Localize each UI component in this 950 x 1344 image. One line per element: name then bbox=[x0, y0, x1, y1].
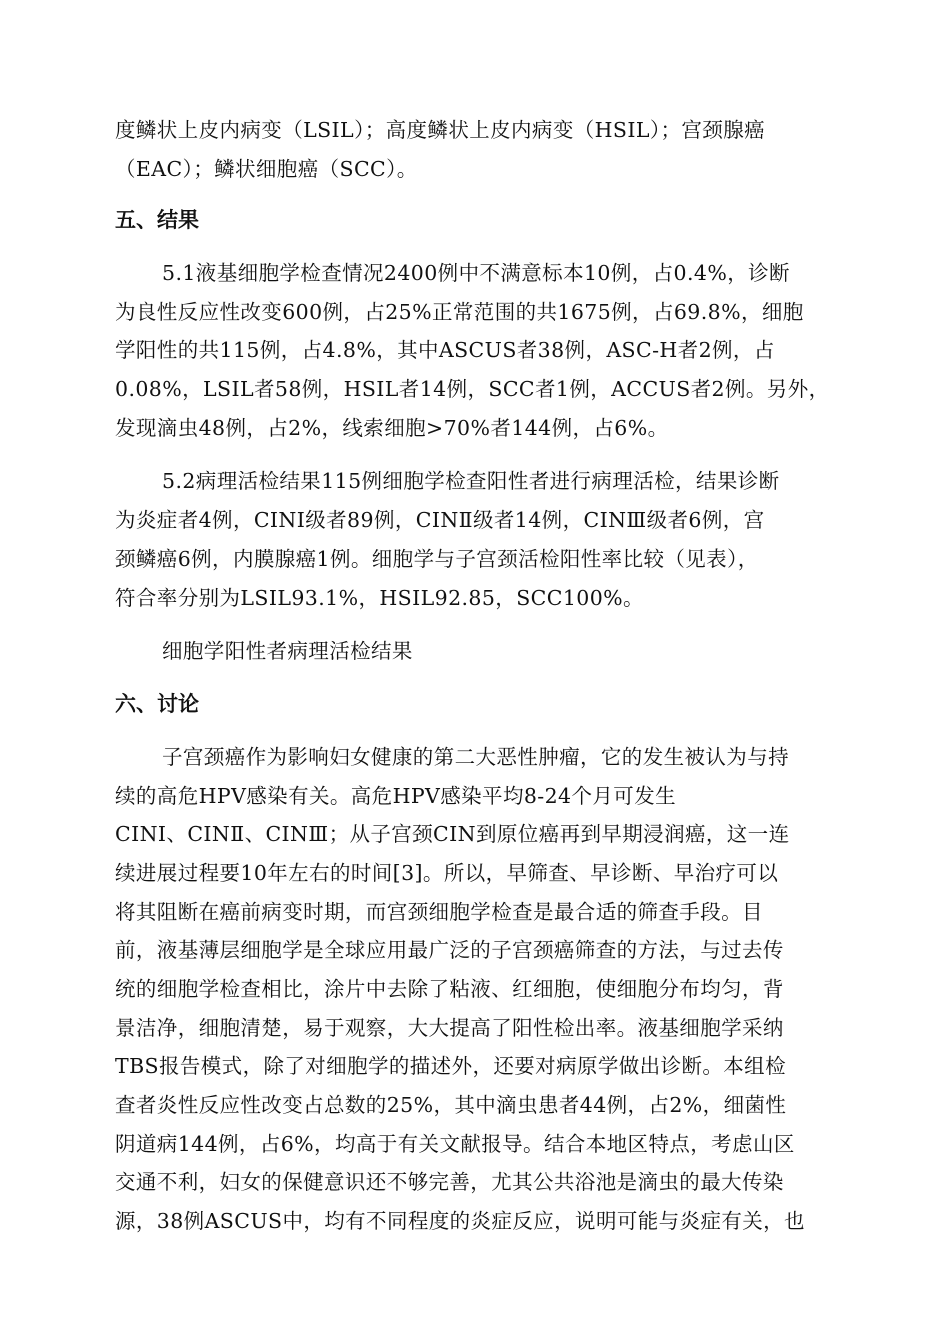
result-p2-line-2: 为炎症者4例，CINⅠ级者89例，CINⅡ级者14例，CINⅢ级者6例，宫 bbox=[115, 508, 765, 532]
discussion-line-4: 续进展过程要10年左右的时间[3]。所以，早筛查、早诊断、早治疗可以 bbox=[115, 861, 779, 885]
discussion-line-9: TBS报告模式，除了对细胞学的描述外，还要对病原学做出诊断。本组检 bbox=[115, 1054, 786, 1078]
discussion-line-1: 子宫颈癌作为影响妇女健康的第二大恶性肿瘤，它的发生被认为与持 bbox=[162, 745, 789, 769]
result-p1-line-4: 0.08%，LSIL者58例，HSIL者14例，SCC者1例，ACCUS者2例。另外， bbox=[115, 377, 830, 401]
discussion-line-7: 统的细胞学检查相比，涂片中去除了粘液、红细胞，使细胞分布均匀，背 bbox=[115, 977, 784, 1001]
discussion-line-6: 前，液基薄层细胞学是全球应用最广泛的子宫颈癌筛查的方法，与过去传 bbox=[115, 938, 784, 962]
result-p1-line-1: 5.1液基细胞学检查情况2400例中不满意标本10例，占0.4%，诊断 bbox=[162, 261, 790, 285]
discussion-line-11: 阴道病144例，占6%，均高于有关文献报导。结合本地区特点，考虑山区 bbox=[115, 1132, 795, 1156]
result-p2-line-1: 5.2病理活检结果115例细胞学检查阳性者进行病理活检，结果诊断 bbox=[162, 469, 780, 493]
discussion-line-10: 查者炎性反应性改变占总数的25%，其中滴虫患者44例，占2%，细菌性 bbox=[115, 1093, 787, 1117]
intro-line-1: 度鳞状上皮内病变（LSIL）；高度鳞状上皮内病变（HSIL）；宫颈腺癌 bbox=[115, 118, 765, 142]
intro-line-2: （EAC）；鳞状细胞癌（SCC）。 bbox=[115, 157, 418, 181]
discussion-line-13: 源，38例ASCUS中，均有不同程度的炎症反应，说明可能与炎症有关，也 bbox=[115, 1209, 805, 1233]
result-p1-line-2: 为良性反应性改变600例，占25%正常范围的共1675例，占69.8%，细胞 bbox=[115, 300, 804, 324]
discussion-line-3: CINⅠ、CINⅡ、CINⅢ；从子宫颈CIN到原位癌再到早期浸润癌，这一连 bbox=[115, 822, 790, 846]
section-5-heading: 五、结果 bbox=[115, 208, 199, 232]
result-p2-line-4: 符合率分别为LSIL93.1%，HSIL92.85，SCC100%。 bbox=[115, 586, 644, 610]
discussion-line-2: 续的高危HPV感染有关。高危HPV感染平均8-24个月可发生 bbox=[115, 784, 677, 808]
section-6-heading: 六、讨论 bbox=[115, 692, 199, 716]
result-p1-line-3: 学阳性的共115例，占4.8%，其中ASCUS者38例，ASC-H者2例，占 bbox=[115, 338, 775, 362]
discussion-line-8: 景洁净，细胞清楚，易于观察，大大提高了阳性检出率。液基细胞学采纳 bbox=[115, 1016, 784, 1040]
table-caption: 细胞学阳性者病理活检结果 bbox=[162, 639, 413, 663]
discussion-line-5: 将其阻断在癌前病变时期，而宫颈细胞学检查是最合适的筛查手段。目 bbox=[115, 900, 763, 924]
discussion-line-12: 交通不利，妇女的保健意识还不够完善，尤其公共浴池是滴虫的最大传染 bbox=[115, 1170, 784, 1194]
result-p1-line-5: 发现滴虫48例，占2%，线索细胞>70%者144例，占6%。 bbox=[115, 416, 669, 440]
result-p2-line-3: 颈鳞癌6例，内膜腺癌1例。细胞学与子宫颈活检阳性率比较（见表）， bbox=[115, 547, 759, 571]
